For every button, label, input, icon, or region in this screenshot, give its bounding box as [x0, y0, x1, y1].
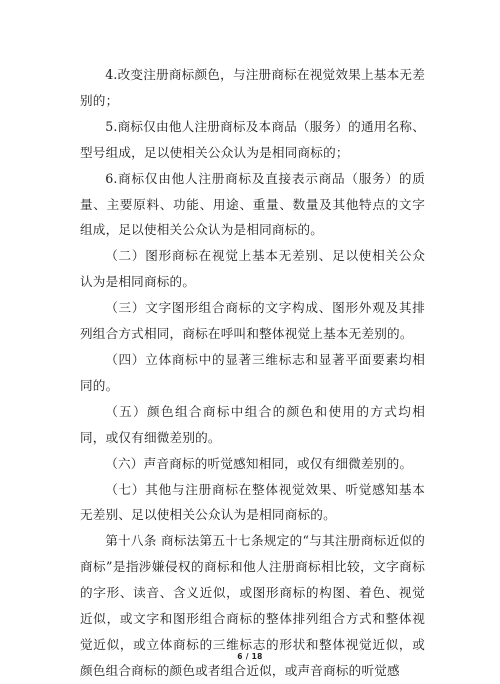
- paragraph-article-18: 第十八条 商标法第五十七条规定的“与其注册商标近似的商标”是指涉嫌侵权的商标和他人注册商标相比较，文字商标的字形、读音、含义近似，或图形商标的构图、着色、视觉近似，或文字和图形组合商标的整体排列组合方式和整体视觉近似，或立体商标的三维标志的形状和整体视觉近似，或颜色组合商标的颜色或者组合近似，或声音商标的听觉感: [80, 533, 425, 678]
- page-number: 6 / 18: [237, 652, 263, 661]
- paragraph-clause-5: （五）颜色组合商标中组合的颜色和使用的方式均相同，或仅有细微差别的。: [80, 403, 425, 445]
- paragraph-clause-4: （四）立体商标中的显著三维标志和显著平面要素均相同的。: [80, 351, 425, 393]
- paragraph-item-5: 5.商标仅由他人注册商标及本商品（服务）的通用名称、型号组成，足以使相关公众认为是相同商标的；: [80, 118, 425, 160]
- paragraph-clause-7: （七）其他与注册商标在整体视觉效果、听觉感知基本无差别、足以使相关公众认为是相同商标的。: [80, 481, 425, 523]
- paragraph-clause-6: （六）声音商标的听觉感知相同，或仅有细微差别的。: [105, 455, 413, 471]
- paragraph-clause-2: （二）图形商标在视觉上基本无差别、足以使相关公众认为是相同商标的。: [80, 248, 425, 290]
- paragraph-clause-3: （三）文字图形组合商标的文字构成、图形外观及其排列组合方式相同，商标在呼叫和整体视觉上基本无差别的。: [80, 300, 425, 342]
- paragraph-item-6: 6.商标仅由他人注册商标及直接表示商品（服务）的质量、主要原料、功能、用途、重量、数量及其他特点的文字组成，足以使相关公众认为是相同商标的。: [80, 170, 425, 238]
- paragraph-item-4: 4.改变注册商标颜色，与注册商标在视觉效果上基本无差别的；: [80, 67, 425, 108]
- page-body: [80, 62, 425, 684]
